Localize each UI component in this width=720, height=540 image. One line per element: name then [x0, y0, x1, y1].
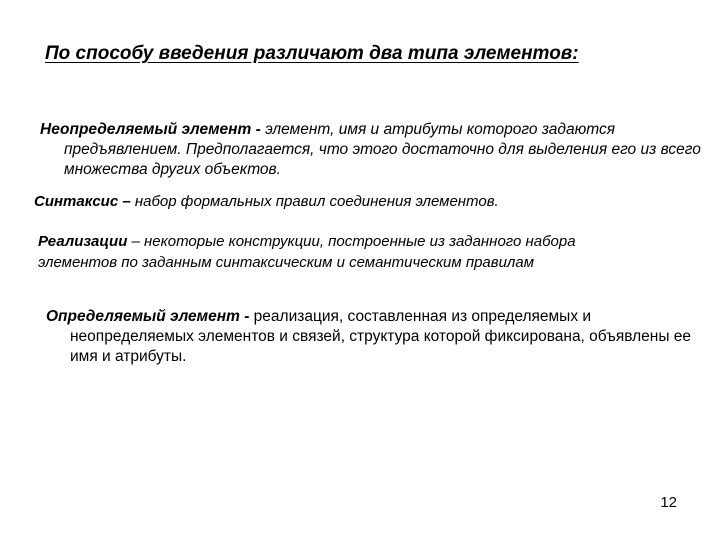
realization-term: Реализации [38, 233, 128, 250]
undefinable-element-paragraph [40, 120, 704, 180]
definable-element-term: Определяемый элемент - [46, 308, 250, 325]
undefinable-element-term: Неопределяемый элемент - [40, 121, 261, 138]
realization-paragraph [38, 231, 598, 273]
page-number: 12 [660, 494, 677, 511]
definable-element-definition: реализация, составленная из определяемых и неопределяемых элементов и связей, структура которой фиксирована, объявлены ее имя и атрибуты. [70, 308, 692, 365]
definable-element-paragraph [46, 307, 710, 367]
syntax-definition: набор формальных правил соединения элементов. [130, 193, 499, 210]
syntax-term: Синтаксис – [34, 193, 131, 210]
slide-title: По способу введения различают два типа элементов: [45, 43, 579, 64]
realization-definition: – некоторые конструкции, построенные из заданного набора элементов по заданным синтаксическим и семантическим правилам [38, 233, 576, 271]
syntax-paragraph [34, 192, 674, 211]
undefinable-element-definition: элемент, имя и атрибуты которого задаются предъявлением. Предполагается, что этого достаточно для выделения его из всего множества других объектов. [64, 121, 701, 178]
